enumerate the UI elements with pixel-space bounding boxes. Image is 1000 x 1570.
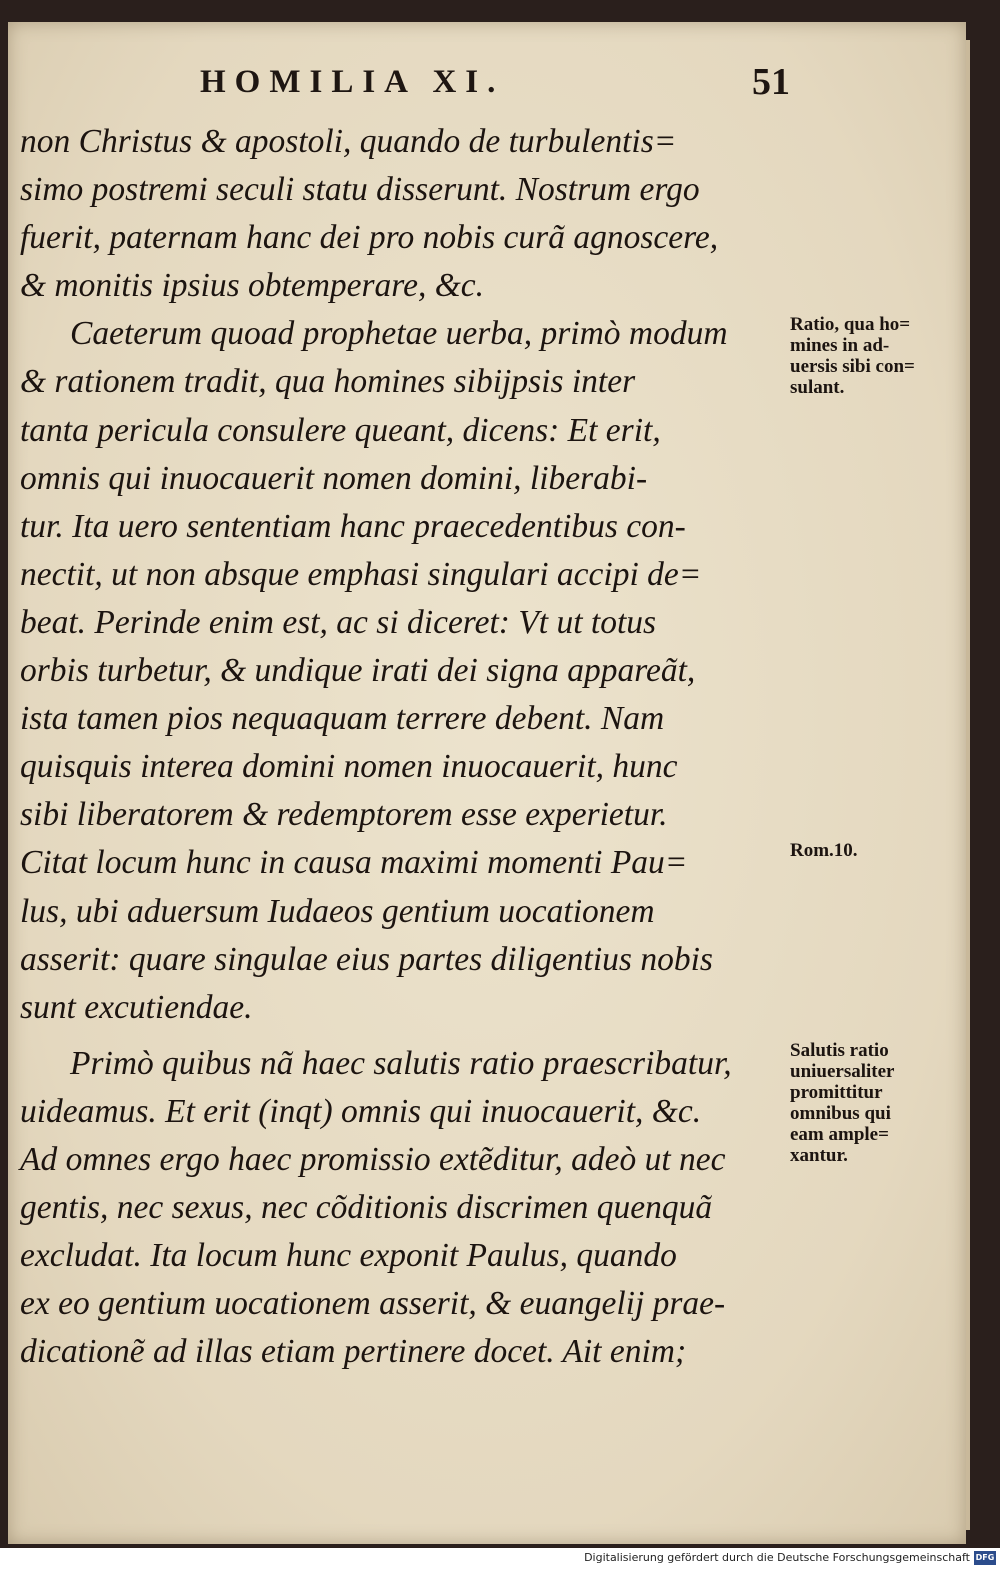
marginal-line: Ratio, qua ho=: [790, 314, 911, 335]
text-line: beat. Perinde enim est, ac si diceret: Vt ut totus: [20, 603, 657, 641]
text-line: simo postremi seculi statu disserunt. Nostrum ergo: [20, 171, 700, 209]
text-line: Primò quibus nã haec salutis ratio praescribatur,: [70, 1044, 732, 1082]
page-header: [200, 58, 800, 108]
text-line: sibi liberatorem & redemptorem esse experietur.: [20, 796, 668, 834]
marginal-line: omnibus qui: [790, 1103, 891, 1124]
page-edge: [966, 40, 970, 1530]
marginal-line: uniuersaliter: [790, 1061, 895, 1082]
text-line: fuerit, paternam hanc dei pro nobis curã agnoscere,: [20, 219, 719, 257]
running-head: HOMILIA XI.: [200, 64, 505, 100]
text-line: Ad omnes ergo haec promissio extẽditur, adeò ut nec: [20, 1140, 726, 1178]
text-line: Caeterum quoad prophetae uerba, primò modum: [70, 315, 728, 353]
page-number: 51: [752, 61, 790, 103]
text-line: orbis turbetur, & undique irati dei signa appareãt,: [20, 652, 696, 690]
marginal-note-ratio: [790, 314, 915, 398]
marginal-note-salutis: [790, 1040, 895, 1166]
text-line: gentis, nec sexus, nec cõditionis discrimen quenquã: [20, 1189, 713, 1227]
footer-credit: Digitalisierung gefördert durch die Deutsche Forschungsgemeinschaft: [584, 1551, 970, 1564]
footer-bar: [0, 1548, 1000, 1570]
dfg-logo-icon: DFG: [974, 1551, 996, 1565]
text-line: sunt excutiendae.: [20, 988, 253, 1026]
marginal-line: Salutis ratio: [790, 1040, 889, 1061]
text-line: tanta pericula consulere queant, dicens: Et erit,: [20, 411, 661, 449]
text-line: & rationem tradit, qua homines sibijpsis inter: [20, 363, 636, 401]
text-line: quisquis interea domini nomen inuocauerit, hunc: [20, 748, 678, 786]
text-line: non Christus & apostoli, quando de turbulentis=: [20, 123, 677, 160]
text-line: tur. Ita uero sententiam hanc praecedentibus con-: [20, 507, 686, 545]
marginal-line: mines in ad-: [790, 335, 890, 356]
marginal-line: xantur.: [790, 1145, 848, 1166]
text-line: nectit, ut non absque emphasi singulari accipi de=: [20, 555, 702, 593]
marginal-line: promittitur: [790, 1082, 883, 1103]
marginal-note-rom: [790, 840, 858, 861]
marginal-line: uersis sibi con=: [790, 356, 915, 377]
text-line: ista tamen pios nequaquam terrere debent. Nam: [20, 700, 665, 738]
marginal-line: eam ample=: [790, 1124, 889, 1145]
body-text: [20, 118, 785, 1376]
text-line: lus, ubi aduersum Iudaeos gentium uocationem: [20, 892, 655, 930]
text-line: Citat locum hunc in causa maximi momenti Pau=: [20, 844, 688, 882]
text-line: dicationẽ ad illas etiam pertinere docet. Ait enim;: [20, 1333, 687, 1371]
marginal-line: Rom.10.: [790, 840, 858, 861]
text-line: omnis qui inuocauerit nomen domini, liberabi-: [20, 459, 648, 497]
text-line: asserit: quare singulae eius partes diligentius nobis: [20, 940, 713, 978]
text-line: ex eo gentium uocationem asserit, & euangelij prae-: [20, 1285, 726, 1323]
text-line: uideamus. Et erit (inqt) omnis qui inuocauerit, &c.: [20, 1092, 702, 1130]
text-line: excludat. Ita locum hunc exponit Paulus, quando: [20, 1237, 677, 1275]
text-line: & monitis ipsius obtemperare, &c.: [20, 267, 485, 305]
marginal-line: sulant.: [790, 377, 845, 398]
